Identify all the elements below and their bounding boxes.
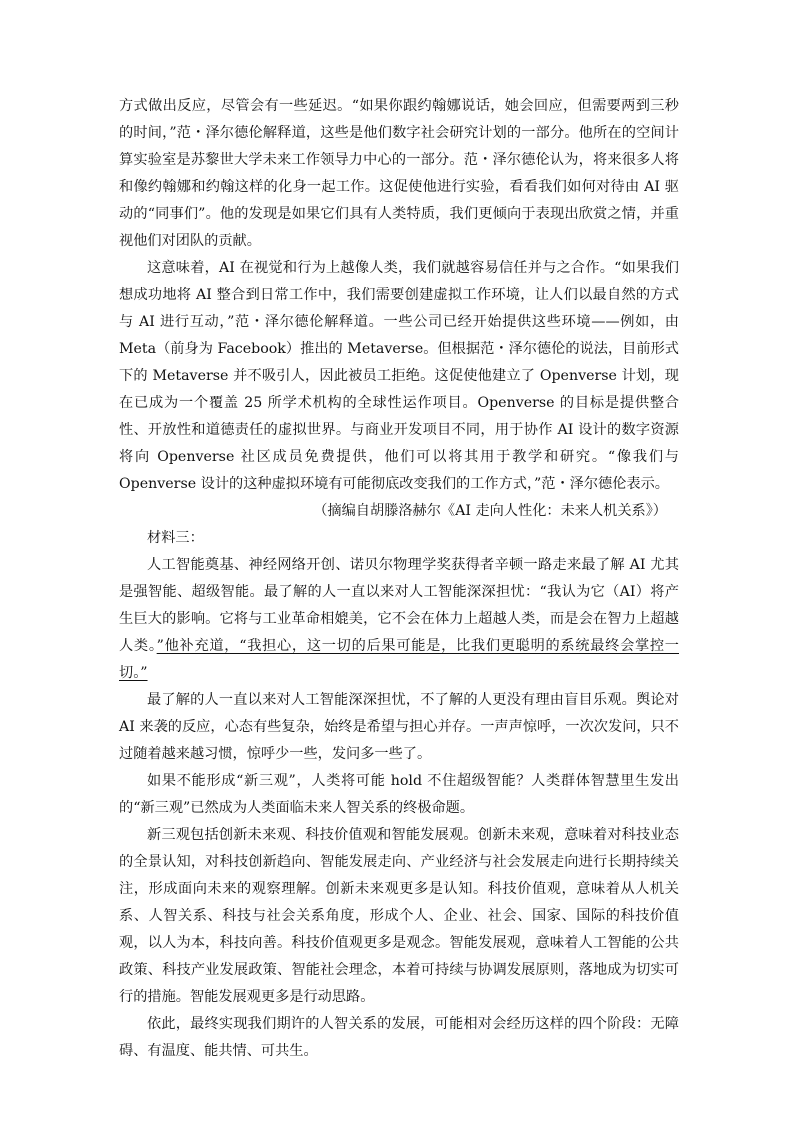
source-citation: （摘编自胡滕洛赫尔《AI 走向人性化：未来人机关系》） — [313, 503, 667, 519]
paragraph-metaverse: 这意味着，AI 在视觉和行为上越像人类，我们就越容易信任并与之合作。“如果我们想成功地将 AI 整合到日常工作中，我们需要创建虚拟工作环境，让人们以最自然的方式与 AI 进行互动，”范・泽尔德伦解释道。一些公司已经开始提供这些环境——例如，由 Meta（前身为 Facebook）推出的 Metaverse。但根据范・泽尔德伦的说法，目前形式下的 Metaverse 并不吸引人，因此被员工拒绝。这促使他建立了 Openverse 计划，现在已成为一个覆盖 25 所学术机构的全球性运作项目。Openverse 的目标是提供整合性、开放性和道德责任的虚拟世界。与商业开发项目不同，用于协作 AI 设计的数字资源将向 Openverse 社区成员免费提供，他们可以将其用于教学和研究。“像我们与 Openverse 设计的这种虚拟环境有可能彻底改变我们的工作方式，”范・泽尔德伦表示。 — [119, 260, 679, 492]
paragraph-continued: 方式做出反应，尽管会有一些延迟。“如果你跟约翰娜说话，她会回应，但需要两到三秒的时间，”范・泽尔德伦解释道，这些是他们数字社会研究计划的一部分。他所在的空间计算实验室是苏黎世大学未来工作领导力中心的一部分。范・泽尔德伦认为，将来很多人将和像约翰娜和约翰这样的化身一起工作。这促使他进行实验，看看我们如何对待由 AI 驱动的“同事们”。他的发现是如果它们具有人类特质，我们更倾向于表现出欣赏之情，并重视他们对团队的贡献。 — [119, 98, 679, 249]
paragraph-three-views-detail: 新三观包括创新未来观、科技价值观和智能发展观。创新未来观，意味着对科技业态的全景认知，对科技创新趋向、智能发展走向、产业经济与社会发展走向进行长期持续关注，形成面向未来的观察理解。创新未来观更多是认知。科技价值观，意味着从人机关系、人智关系、科技与社会关系角度，形成个人、企业、社会、国家、国际的科技价值观，以人为本，科技向善。科技价值观更多是观念。智能发展观，意味着人工智能的公共政策、科技产业发展政策、智能社会理念，本着可持续与协调发展原则，落地成为切实可行的措施。智能发展观更多是行动思路。 — [119, 827, 679, 1005]
paragraph-hinton — [119, 552, 679, 687]
underlined-quote: ”他补充道，“我担心，这一切的后果可能是，比我们更聪明的系统最终会掌控一切。” — [119, 638, 679, 681]
paragraph-new-three-views: 如果不能形成“新三观”，人类将可能 hold 不住超级智能？人类群体智慧里生发出的“新三观”已然成为人类面临未来人智关系的终极命题。 — [119, 773, 679, 816]
material-three-heading: 材料三： — [147, 530, 204, 546]
document-page — [119, 93, 679, 1065]
paragraph-public-reaction: 最了解的人一直以来对人工智能深深担忧，不了解的人更没有理由盲目乐观。舆论对 AI 来袭的反应，心态有些复杂，始终是希望与担心并存。一声声惊呼，一次次发问，只不过随着越来越习惯，惊呼少一些，发问多一些了。 — [119, 692, 679, 762]
hinton-quote-text: 人工智能奠基、神经网络开创、诺贝尔物理学奖获得者辛顿一路走来最了解 AI 尤其是强智能、超级智能。最了解的人一直以来对人工智能深深担忧：“我认为它（AI）将产生巨大的影响。它将与工业革命相媲美，它不会在体力上超越人类，而是会在智力上超越人类。 — [119, 557, 679, 654]
paragraph-four-stages: 依此，最终实现我们期许的人智关系的发展，可能相对会经历这样的四个阶段：无障碍、有温度、能共情、可共生。 — [119, 1016, 679, 1059]
